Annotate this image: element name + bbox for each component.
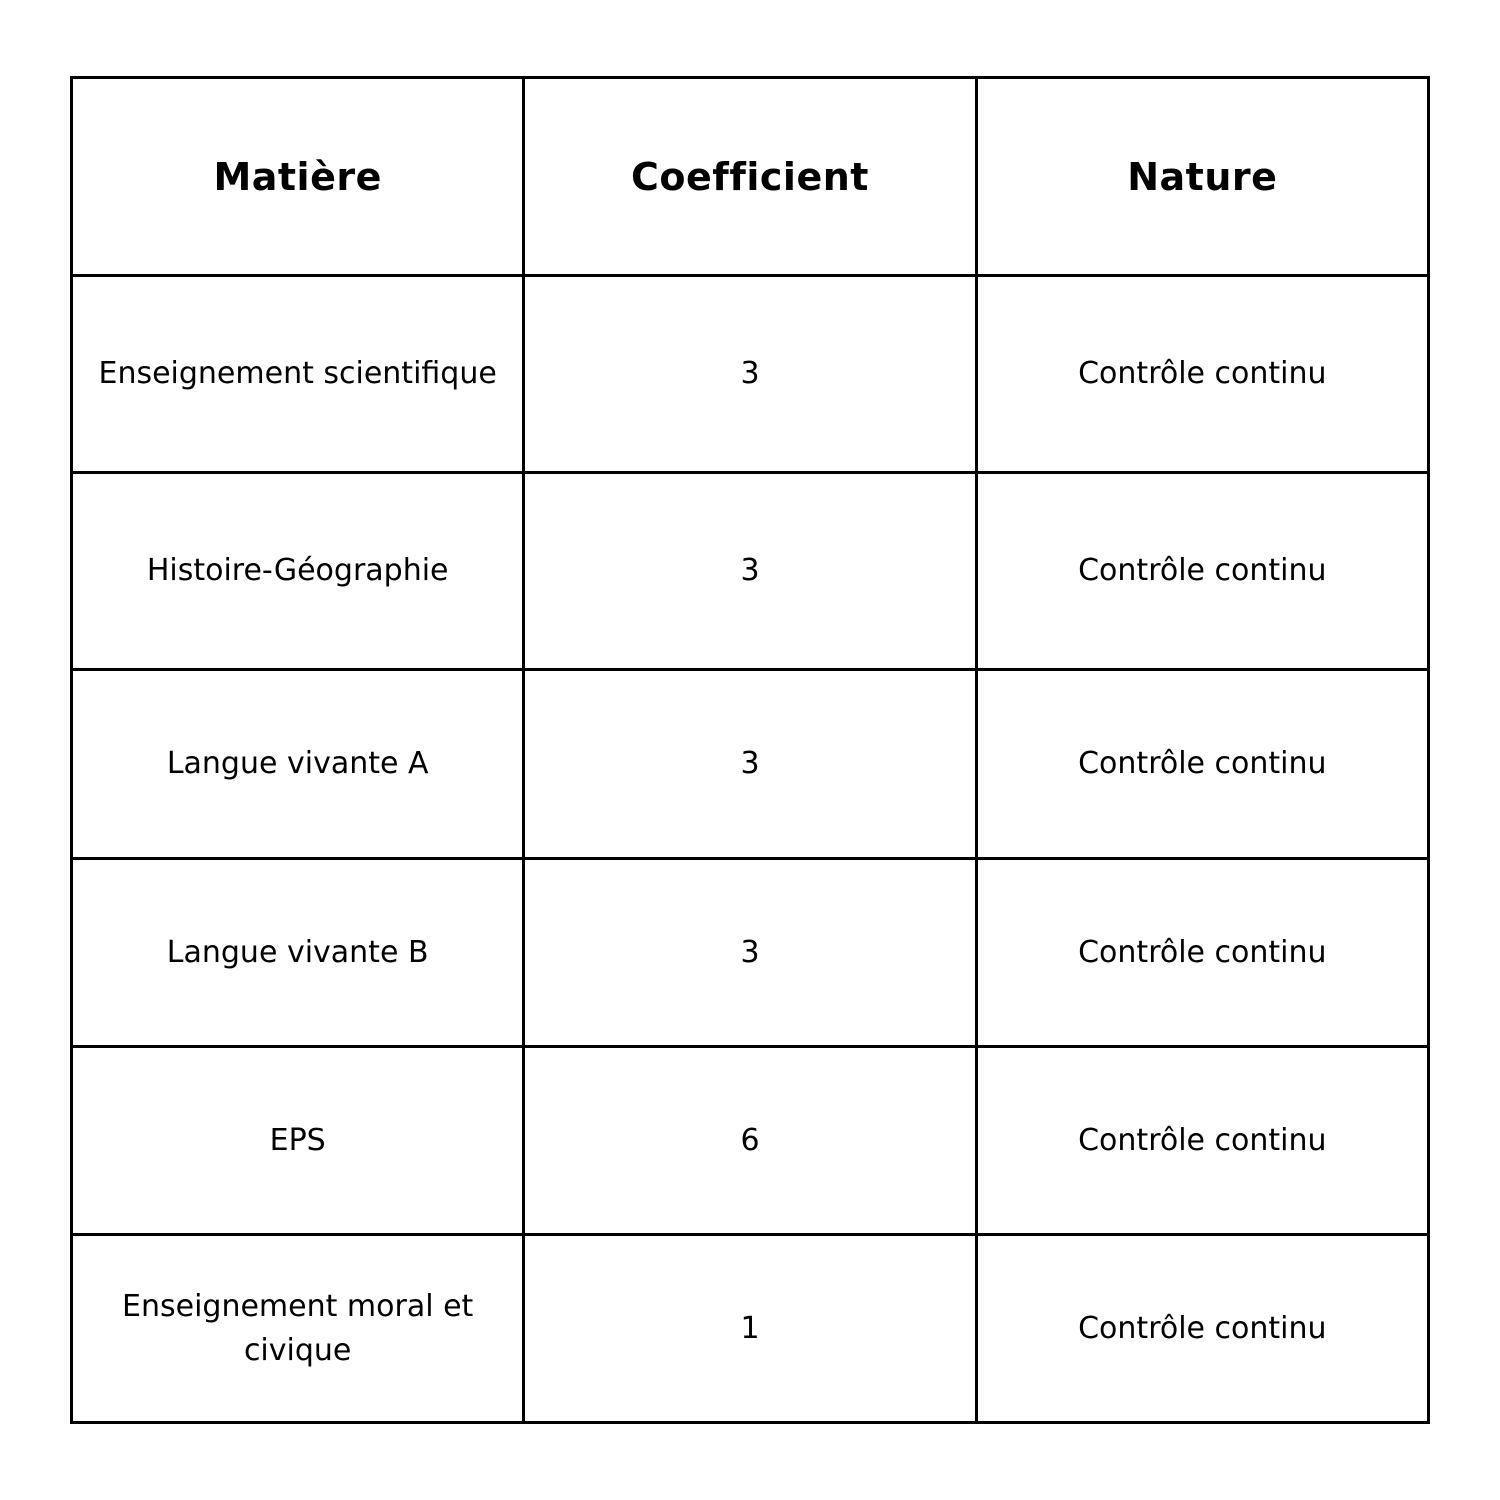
cell-coefficient: 3 [524, 670, 976, 859]
table-row [72, 670, 1429, 859]
cell-nature: Contrôle continu [976, 1235, 1428, 1423]
cell-nature: Contrôle continu [976, 670, 1428, 859]
table-row [72, 859, 1429, 1047]
cell-coefficient: 1 [524, 1235, 976, 1423]
cell-subject: Langue vivante A [72, 670, 524, 859]
cell-subject: Enseignement moral et civique [72, 1235, 524, 1423]
cell-nature: Contrôle continu [976, 859, 1428, 1047]
table-row [72, 1235, 1429, 1423]
cell-coefficient: 3 [524, 276, 976, 473]
cell-nature: Contrôle continu [976, 473, 1428, 670]
header-nature: Nature [976, 78, 1428, 276]
header-coefficient: Coefficient [524, 78, 976, 276]
table-row [72, 1047, 1429, 1235]
cell-nature: Contrôle continu [976, 1047, 1428, 1235]
table-row [72, 276, 1429, 473]
cell-subject: Histoire-Géographie [72, 473, 524, 670]
header-subject: Matière [72, 78, 524, 276]
table-row [72, 473, 1429, 670]
cell-nature: Contrôle continu [976, 276, 1428, 473]
table-header-row [72, 78, 1429, 276]
subjects-table [70, 76, 1430, 1424]
cell-subject: EPS [72, 1047, 524, 1235]
cell-subject: Langue vivante B [72, 859, 524, 1047]
cell-subject: Enseignement scientifique [72, 276, 524, 473]
cell-coefficient: 3 [524, 859, 976, 1047]
cell-coefficient: 3 [524, 473, 976, 670]
cell-coefficient: 6 [524, 1047, 976, 1235]
